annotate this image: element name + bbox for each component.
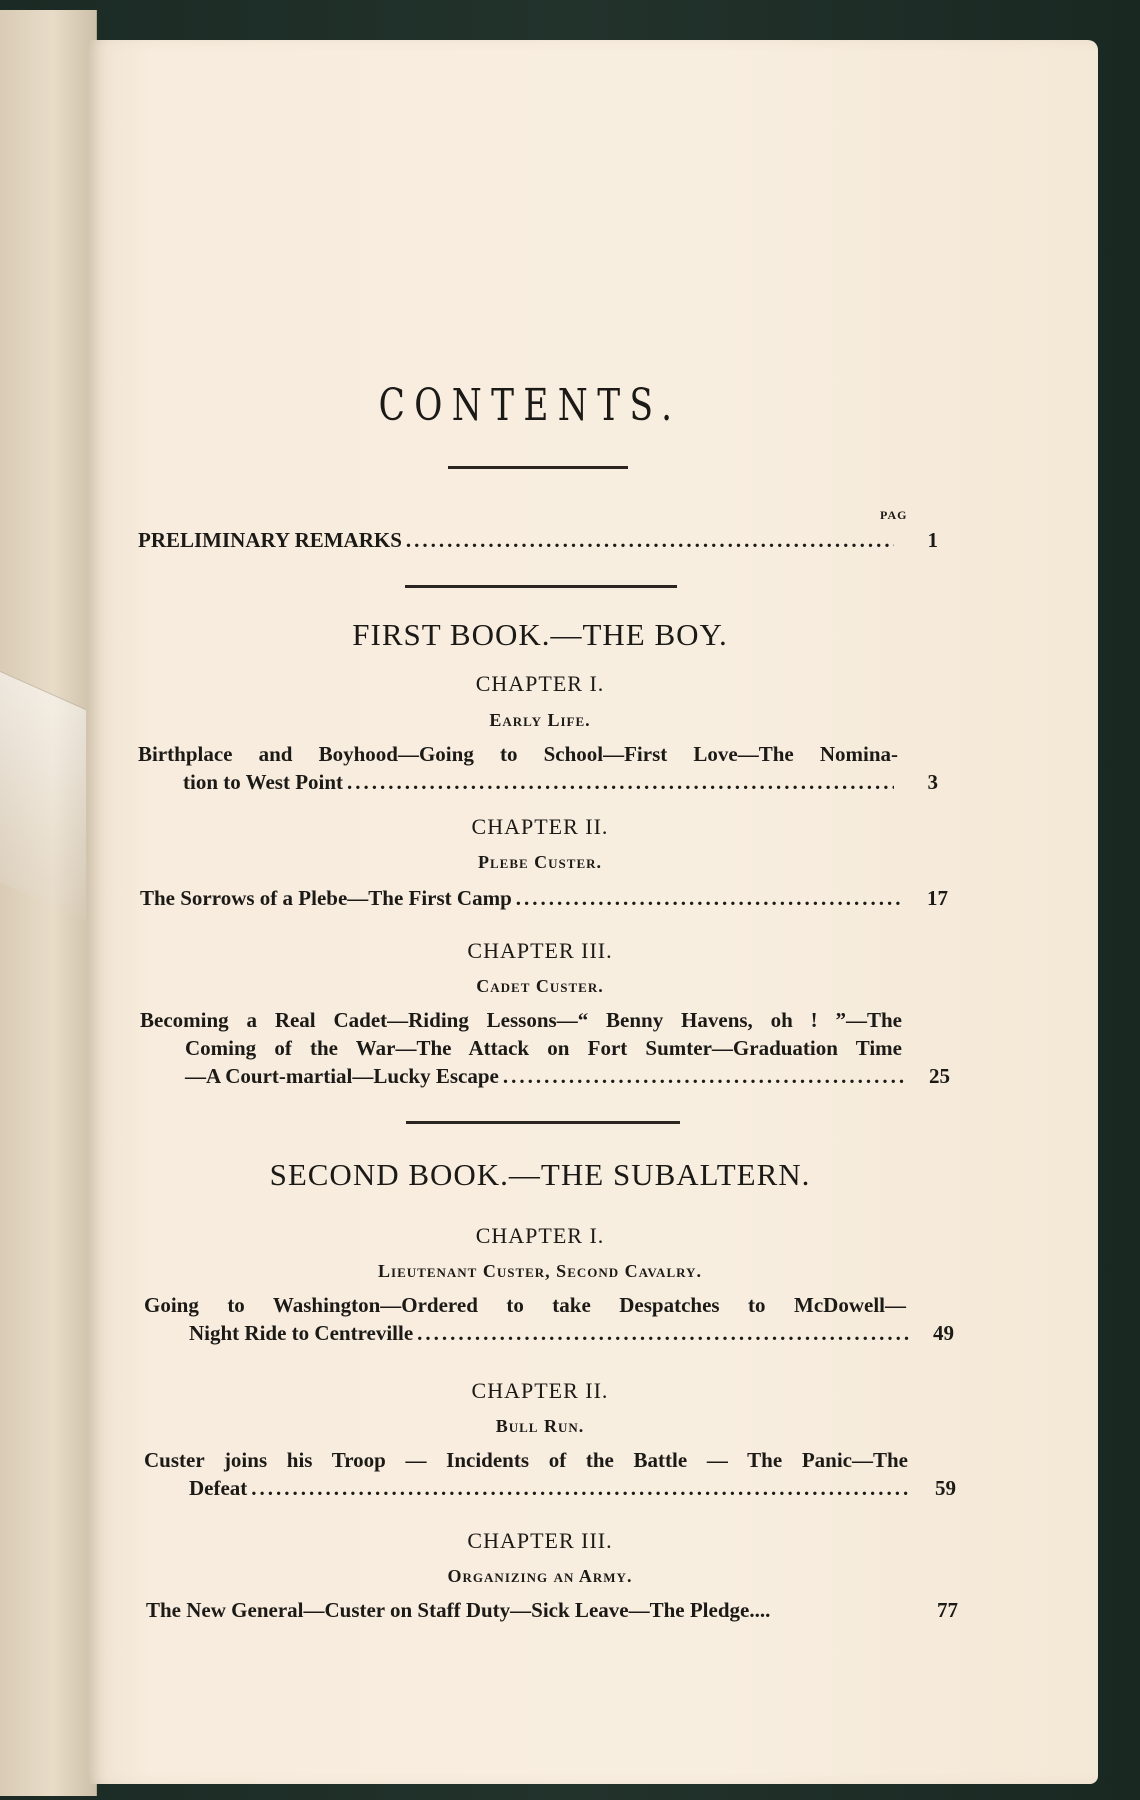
chapter-subtitle: Plebe Custer. (477, 852, 603, 872)
chapter-subtitle: Lieutenant Custer, Second Cavalry. (378, 1261, 702, 1281)
chapter-subtitle: Cadet Custer. (476, 976, 604, 996)
chapter-heading: CHAPTER I. (475, 671, 605, 696)
page-number: 25 (929, 1064, 950, 1088)
entry-text: PRELIMINARY REMARKS (138, 528, 402, 552)
page-number: 3 (927, 770, 938, 794)
dot-leader (251, 1474, 912, 1502)
chapter-subtitle: Early Life. (489, 710, 591, 730)
entry-text: —A Court-martial—Lucky Escape (185, 1064, 499, 1088)
entry-text: Custer joins his Troop — Incidents of the Battle — The Panic—The (144, 1448, 908, 1472)
chapter-heading: CHAPTER II. (471, 814, 609, 839)
page-number: 59 (935, 1476, 956, 1500)
toc-entry-preliminary[interactable] (138, 526, 938, 554)
page-number: 49 (933, 1321, 954, 1345)
dot-leader (503, 1062, 906, 1090)
chapter-heading: CHAPTER III. (467, 1528, 613, 1553)
chapter-subtitle: Organizing an Army. (447, 1566, 633, 1586)
entry-text: tion to West Point (183, 770, 344, 794)
page-title: CONTENTS. (378, 380, 682, 431)
page-number: 17 (927, 886, 948, 910)
chapter-subtitle: Bull Run. (495, 1416, 585, 1436)
toc-entry-early-life[interactable] (138, 740, 938, 796)
dot-leader (406, 526, 894, 554)
page-number: 77 (937, 1598, 958, 1622)
entry-text: Becoming a Real Cadet—Riding Lessons—“ Benny Havens, oh ! ”—The (140, 1008, 902, 1032)
toc-entry-bull-run[interactable] (144, 1446, 956, 1502)
book-heading-first: FIRST BOOK.—THE BOY. (352, 617, 728, 652)
chapter-heading: CHAPTER II. (471, 1378, 609, 1403)
entry-text: Coming of the War—The Attack on Fort Sumter—Graduation Time (185, 1036, 902, 1060)
entry-text: Defeat (189, 1476, 248, 1500)
toc-entry-lieutenant-custer[interactable] (144, 1291, 954, 1347)
entry-text: The Sorrows of a Plebe—The First Camp (140, 886, 512, 910)
title-rule (448, 466, 628, 469)
entry-text: Going to Washington—Ordered to take Despatches to McDowell— (144, 1293, 906, 1317)
entry-text: Birthplace and Boyhood—Going to School—First Love—The Nomina- (138, 742, 898, 766)
chapter-heading: CHAPTER I. (475, 1223, 605, 1248)
section-rule (405, 585, 677, 588)
dot-leader (417, 1319, 910, 1347)
entry-text: Night Ride to Centreville (189, 1321, 414, 1345)
section-rule (406, 1121, 680, 1124)
book-heading-second: SECOND BOOK.—THE SUBALTERN. (269, 1157, 811, 1192)
toc-entry-plebe-custer[interactable] (140, 884, 948, 912)
toc-entry-organizing-army[interactable] (146, 1596, 958, 1624)
dot-leader (516, 884, 904, 912)
toc-entry-cadet-custer[interactable] (140, 1006, 950, 1090)
page-column-label: PAG (880, 508, 908, 522)
page-number: 1 (927, 528, 938, 552)
entry-text: The New General—Custer on Staff Duty—Sick Leave—The Pledge.... (146, 1598, 771, 1622)
chapter-heading: CHAPTER III. (467, 938, 613, 963)
dot-leader (347, 768, 894, 796)
